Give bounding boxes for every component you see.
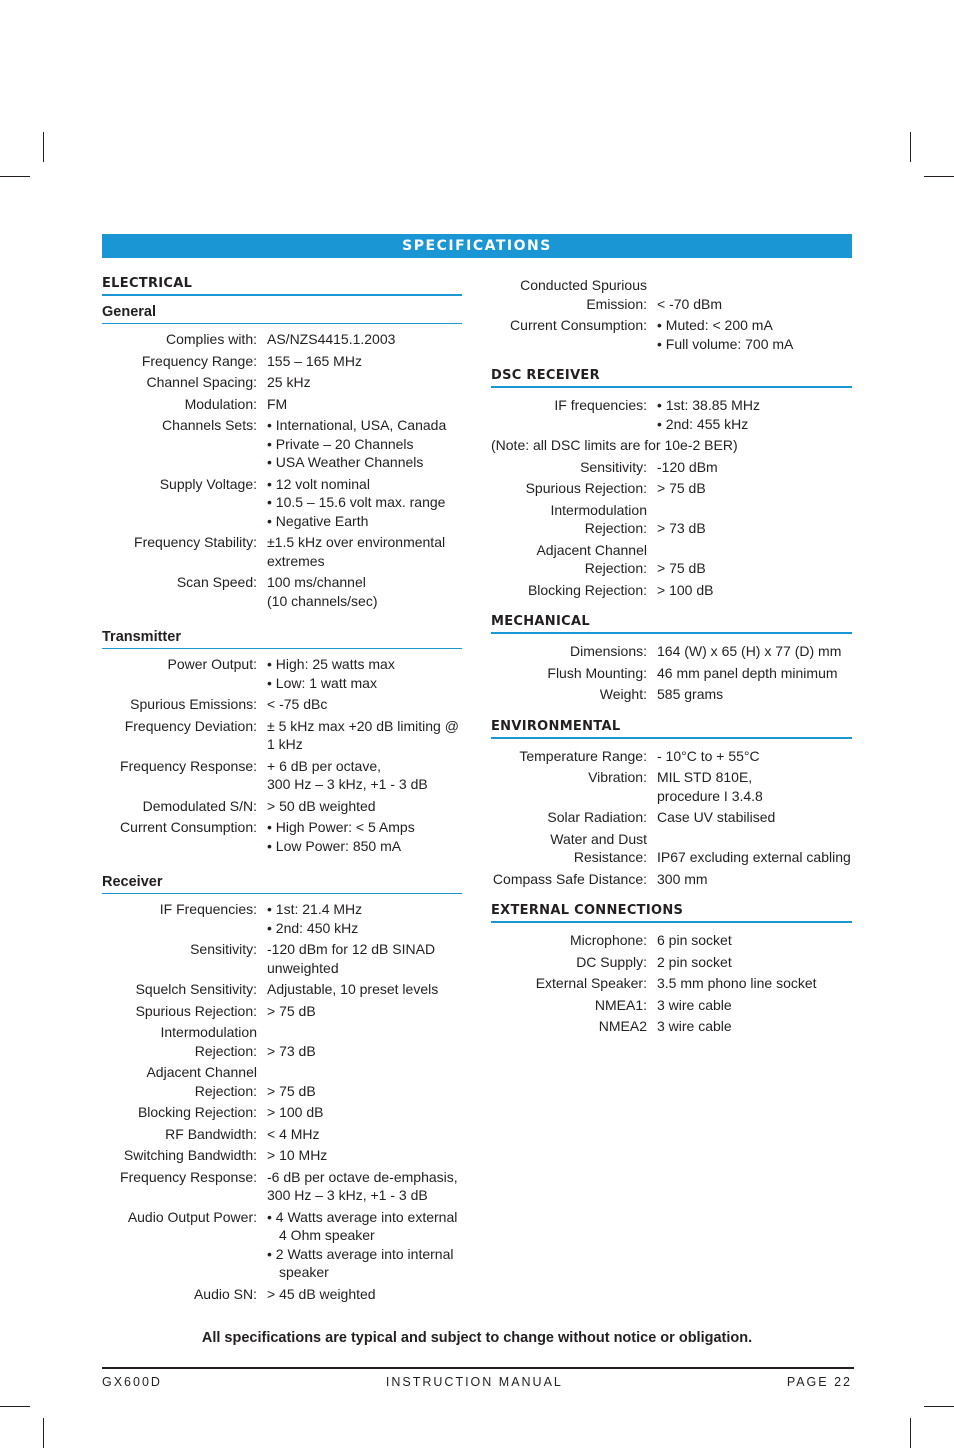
spec-row-channels-sets — [102, 416, 462, 472]
spec-label: Frequency Response: — [120, 1168, 257, 1185]
spec-value-line: 155 – 165 MHz — [267, 352, 362, 369]
spec-value — [267, 1146, 462, 1165]
spec-label: Spurious Rejection: — [525, 480, 647, 496]
spec-value-line: > 50 dB weighted — [267, 797, 376, 814]
spec-row-adjacent-channel-rejection — [102, 1063, 462, 1100]
spec-value-line: > 75 dB — [657, 560, 706, 576]
spec-value-bullet: • Low Power: 850 mA — [267, 837, 402, 854]
spec-value-line: Adjustable, 10 preset levels — [267, 981, 439, 997]
spec-row-sensitivity — [102, 940, 462, 977]
spec-value — [267, 352, 462, 371]
right-column — [491, 276, 852, 1039]
spec-value — [657, 276, 852, 313]
spec-row-audio-sn — [102, 1285, 462, 1304]
spec-label: Current Consumption: — [510, 317, 647, 333]
spec-value — [267, 1125, 462, 1144]
spec-value-line: > 100 dB — [267, 1104, 324, 1120]
spec-value-bullet: • Negative Earth — [267, 512, 369, 529]
spec-value — [657, 974, 852, 993]
spec-label: Supply Voltage: — [159, 475, 257, 492]
spec-value-line: > 10 MHz — [267, 1147, 328, 1163]
spec-value — [267, 900, 462, 937]
spec-row-audio-output-power — [102, 1208, 462, 1282]
spec-label: Power Output: — [167, 656, 257, 672]
spec-value-line: 2 pin socket — [657, 953, 732, 970]
spec-row-blocking-rejection — [102, 1103, 462, 1122]
spec-row-nmea1 — [491, 996, 852, 1015]
spec-value-bullet: • 12 volt nominal — [267, 475, 370, 492]
spec-value-line: > 73 dB — [267, 1042, 316, 1059]
spec-value-line: < -70 dBm — [657, 295, 722, 312]
spec-row-blocking-rejection — [491, 581, 852, 600]
spec-row-solar-radiation — [491, 808, 852, 827]
spec-value-line: -120 dBm — [657, 458, 718, 475]
spec-value — [267, 373, 462, 392]
spec-label: Water and Dust Resistance: — [550, 830, 647, 865]
spec-label: Frequency Stability: — [134, 534, 257, 550]
spec-value-line — [657, 276, 852, 295]
spacer — [102, 858, 462, 870]
subsection-title-receiver: Receiver — [102, 874, 462, 894]
spacer — [491, 356, 852, 368]
spec-label: RF Bandwidth: — [165, 1125, 257, 1142]
spec-value-line: 300 Hz – 3 kHz, +1 - 3 dB — [267, 1187, 428, 1203]
spec-value-bullet: • High Power: < 5 Amps — [267, 819, 415, 835]
section-title-environmental: ENVIRONMENTAL — [491, 719, 852, 739]
spec-row-channel-spacing — [102, 373, 462, 392]
spec-value-bullet: • 4 Watts average into external 4 Ohm speaker — [267, 1208, 458, 1243]
spec-value-bullet: • USA Weather Channels — [267, 454, 424, 470]
spec-value — [267, 1002, 462, 1021]
spec-row-modulation — [102, 395, 462, 414]
spec-value-bullet: • Low: 1 watt max — [267, 674, 377, 691]
footer-manual-title: INSTRUCTION MANUAL — [385, 1375, 563, 1389]
spec-row-if-frequencies — [491, 396, 852, 433]
crop-mark — [43, 1418, 44, 1448]
spec-value — [657, 953, 852, 972]
spec-row-current-consumption — [102, 818, 462, 855]
spec-row-current-consumption — [491, 316, 852, 353]
spec-row-spurious-rejection — [491, 479, 852, 498]
spec-value-line — [267, 1023, 462, 1042]
spec-row-spurious-rejection — [102, 1002, 462, 1021]
spec-value-line: > 75 dB — [267, 1082, 316, 1099]
spec-value-line: < 4 MHz — [267, 1125, 320, 1142]
spec-label: Weight: — [599, 686, 647, 702]
spec-row-demodulated-s-n — [102, 797, 462, 816]
footer-page-number: PAGE 22 — [786, 1375, 852, 1389]
spec-value — [657, 541, 852, 578]
spec-value — [657, 768, 852, 805]
spec-value-line: Case UV stabilised — [657, 809, 776, 825]
spec-value-bullet: • 2nd: 450 kHz — [267, 919, 359, 936]
spec-label: Adjacent Channel Rejection: — [536, 541, 647, 576]
spec-value — [267, 1063, 462, 1100]
spec-value-line: 300 mm — [657, 870, 708, 887]
spec-label: Frequency Response: — [120, 757, 257, 774]
spec-label: Spurious Rejection: — [135, 1002, 257, 1019]
spec-label: Frequency Deviation: — [124, 717, 257, 734]
spec-value-line: 3 wire cable — [657, 1018, 732, 1034]
subsection-title-transmitter: Transmitter — [102, 629, 462, 649]
spec-value — [657, 1017, 852, 1036]
spec-value-bullet: • 1st: 38.85 MHz — [657, 397, 760, 413]
crop-mark — [910, 132, 911, 162]
spec-value — [267, 573, 462, 610]
spec-value-bullet: • High: 25 watts max — [267, 656, 395, 672]
crop-mark — [910, 1418, 911, 1448]
spec-label: Demodulated S/N: — [142, 797, 257, 814]
spec-label: Frequency Range: — [141, 352, 257, 369]
spec-label: Squelch Sensitivity: — [135, 981, 257, 997]
spec-label: Channels Sets: — [162, 417, 257, 433]
spec-value — [657, 808, 852, 827]
spec-value-line: 3 wire cable — [657, 996, 732, 1013]
spec-label: Compass Safe Distance: — [492, 870, 647, 887]
spec-value-line: IP67 excluding external cabling — [657, 849, 851, 865]
spec-value-line: 164 (W) x 65 (H) x 77 (D) mm — [657, 643, 842, 659]
spec-label: NMEA2 — [598, 1018, 647, 1034]
spec-value-line: FM — [267, 395, 288, 412]
spec-label: Microphone: — [569, 932, 647, 948]
spacer — [102, 613, 462, 625]
spec-value-line: ±1.5 kHz over environmental extremes — [267, 534, 446, 569]
spec-row-supply-voltage — [102, 475, 462, 531]
spec-row-frequency-range — [102, 352, 462, 371]
spec-value-bullet: • Muted: < 200 mA — [657, 317, 773, 333]
spec-value — [657, 685, 852, 704]
spec-value — [267, 1285, 462, 1304]
spec-value — [267, 940, 462, 977]
spec-value-line: 46 mm panel depth minimum — [657, 664, 838, 681]
spec-label: Modulation: — [184, 395, 257, 412]
spec-value-line: > 100 dB — [657, 581, 714, 598]
spec-label: Spurious Emissions: — [130, 696, 257, 712]
spec-value-line: 6 pin socket — [657, 932, 732, 948]
spec-value — [267, 695, 462, 714]
spec-label: Blocking Rejection: — [527, 581, 647, 598]
spec-row-adjacent-channel-rejection — [491, 541, 852, 578]
spec-value — [657, 931, 852, 950]
spec-value-line: (10 channels/sec) — [267, 592, 378, 609]
spec-row-scan-speed — [102, 573, 462, 610]
spec-label: External Speaker: — [535, 975, 647, 991]
spec-row-frequency-response — [102, 1168, 462, 1205]
spec-value-line: -6 dB per octave de-emphasis, — [267, 1168, 458, 1185]
spec-value — [267, 757, 462, 794]
spec-label: DC Supply: — [576, 953, 647, 970]
spec-value — [267, 533, 462, 570]
footer — [102, 1375, 852, 1389]
spec-value — [267, 717, 462, 754]
crop-mark — [0, 176, 30, 177]
spec-row-water-and-dust-resistance — [491, 830, 852, 867]
spec-value — [267, 395, 462, 414]
spec-value-line: MIL STD 810E, — [657, 769, 753, 785]
spec-value — [657, 458, 852, 477]
spec-label: Dimensions: — [569, 643, 647, 659]
spec-value — [267, 818, 462, 855]
spec-label: Intermodulation Rejection: — [550, 501, 647, 536]
section-title-external-connections: EXTERNAL CONNECTIONS — [491, 903, 852, 923]
spec-value-line: 585 grams — [657, 686, 724, 702]
spec-label: NMEA1: — [594, 996, 647, 1013]
spec-value — [267, 980, 462, 999]
spec-value-line: AS/NZS4415.1.2003 — [267, 331, 396, 347]
spec-row-flush-mounting — [491, 664, 852, 683]
spec-value-bullet: • Full volume: 700 mA — [657, 335, 794, 352]
disclaimer: All specifications are typical and subject to change without notice or obligation. — [201, 1330, 753, 1346]
spec-row-spurious-emissions — [102, 695, 462, 714]
spec-value-line: -120 dBm for 12 dB SINAD unweighted — [267, 941, 436, 976]
spec-row-intermodulation-rejection — [102, 1023, 462, 1060]
spec-row-rf-bandwidth — [102, 1125, 462, 1144]
spec-value-bullet: • 1st: 21.4 MHz — [267, 901, 363, 917]
spec-label: Sensitivity: — [580, 458, 647, 475]
spec-value — [657, 396, 852, 433]
spec-label: Vibration: — [588, 769, 647, 785]
spec-value — [657, 996, 852, 1015]
spec-value-line: - 10°C to + 55°C — [657, 747, 760, 764]
spec-value — [657, 642, 852, 661]
spec-value-line: > 75 dB — [657, 480, 706, 496]
spec-value — [267, 1168, 462, 1205]
spec-value — [267, 1208, 462, 1282]
spec-value — [657, 830, 852, 867]
spec-value — [657, 664, 852, 683]
spec-row-sensitivity — [491, 458, 852, 477]
footer-rule — [102, 1367, 854, 1369]
spacer — [491, 707, 852, 719]
spec-label: Complies with: — [165, 331, 257, 347]
spec-value-line — [657, 830, 852, 849]
spec-row-external-speaker — [491, 974, 852, 993]
spec-value — [267, 416, 462, 472]
spec-row-dimensions — [491, 642, 852, 661]
spec-label: Audio SN: — [193, 1285, 257, 1302]
spec-note: (Note: all DSC limits are for 10e-2 BER) — [491, 437, 738, 453]
crop-mark — [43, 132, 44, 162]
spec-value-line — [267, 1063, 462, 1082]
subsection-title-general: General — [102, 304, 462, 324]
spec-value-line: > 45 dB weighted — [267, 1285, 376, 1302]
spec-label: IF Frequencies: — [159, 901, 257, 917]
spec-value — [267, 1023, 462, 1060]
spec-row-intermodulation-rejection — [491, 501, 852, 538]
spec-label: Current Consumption: — [120, 819, 257, 835]
spec-label: Temperature Range: — [519, 747, 647, 764]
spec-row-squelch-sensitivity — [102, 980, 462, 999]
spec-row-dc-supply — [491, 953, 852, 972]
footer-model: GX600D — [102, 1375, 162, 1389]
spec-value-line: < -75 dBc — [267, 696, 328, 712]
spec-value-line — [657, 541, 852, 560]
spec-value-line: + 6 dB per octave, — [267, 757, 382, 774]
spec-value-line: > 75 dB — [267, 1002, 316, 1019]
spec-label: IF frequencies: — [554, 397, 647, 413]
spec-value-line: procedure I 3.4.8 — [657, 787, 763, 804]
specifications-banner: SPECIFICATIONS — [102, 234, 852, 258]
spec-value — [657, 479, 852, 498]
spec-row-conducted-spurious-emission — [491, 276, 852, 313]
spec-value-line: 100 ms/channel — [267, 574, 366, 590]
section-title-mechanical: MECHANICAL — [491, 614, 852, 634]
spec-value-bullet: • 2nd: 455 kHz — [657, 415, 749, 432]
spec-value-line — [657, 501, 852, 520]
spec-value-line: > 73 dB — [657, 520, 706, 536]
spec-row-microphone — [491, 931, 852, 950]
spec-value — [657, 581, 852, 600]
crop-mark — [924, 1406, 954, 1407]
crop-mark — [924, 176, 954, 177]
spacer — [491, 891, 852, 903]
spec-label: Sensitivity: — [190, 941, 257, 957]
spec-value-line: 25 kHz — [267, 374, 311, 390]
section-title-dsc-receiver: DSC RECEIVER — [491, 368, 852, 388]
spec-value-bullet: • International, USA, Canada — [267, 417, 447, 433]
spec-row-frequency-stability — [102, 533, 462, 570]
spec-label: Intermodulation Rejection: — [160, 1024, 257, 1059]
crop-mark — [0, 1406, 30, 1407]
spec-label: Flush Mounting: — [547, 664, 647, 681]
spec-value — [657, 747, 852, 766]
spec-label: Blocking Rejection: — [137, 1104, 257, 1120]
spec-row-compass-safe-distance — [491, 870, 852, 889]
spec-row-weight — [491, 685, 852, 704]
spec-value — [267, 797, 462, 816]
left-column — [102, 276, 462, 1306]
spec-row-nmea2 — [491, 1017, 852, 1036]
spec-value — [267, 330, 462, 349]
spec-label: Scan Speed: — [176, 574, 257, 590]
spec-label: Switching Bandwidth: — [123, 1147, 257, 1163]
spec-value-line: 3.5 mm phono line socket — [657, 975, 817, 991]
spec-row-switching-bandwidth — [102, 1146, 462, 1165]
spec-label: Adjacent Channel Rejection: — [146, 1064, 257, 1099]
spec-label: Channel Spacing: — [146, 374, 257, 390]
spec-row-temperature-range — [491, 747, 852, 766]
spec-value-bullet: • 10.5 – 15.6 volt max. range — [267, 494, 446, 510]
spec-row-power-output — [102, 655, 462, 692]
section-title-electrical: ELECTRICAL — [102, 276, 462, 296]
spacer — [491, 602, 852, 614]
spec-value — [657, 501, 852, 538]
spec-row-frequency-response — [102, 757, 462, 794]
spec-value — [267, 1103, 462, 1122]
spec-value-line: 300 Hz – 3 kHz, +1 - 3 dB — [267, 776, 428, 792]
spec-value — [657, 870, 852, 889]
spec-value — [657, 316, 852, 353]
spec-label: Conducted Spurious Emission: — [520, 277, 647, 312]
spec-label: Audio Output Power: — [127, 1208, 257, 1225]
spec-value-bullet: • Private – 20 Channels — [267, 435, 414, 452]
spec-row-complies-with — [102, 330, 462, 349]
spec-value — [267, 475, 462, 531]
spec-row-if-frequencies — [102, 900, 462, 937]
spec-value — [267, 655, 462, 692]
spec-value-line: ± 5 kHz max +20 dB limiting @ 1 kHz — [267, 717, 459, 752]
spec-value-bullet: • 2 Watts average into internal speaker — [267, 1245, 454, 1280]
spec-label: Solar Radiation: — [547, 809, 647, 825]
spec-row-vibration — [491, 768, 852, 805]
spec-row-frequency-deviation — [102, 717, 462, 754]
